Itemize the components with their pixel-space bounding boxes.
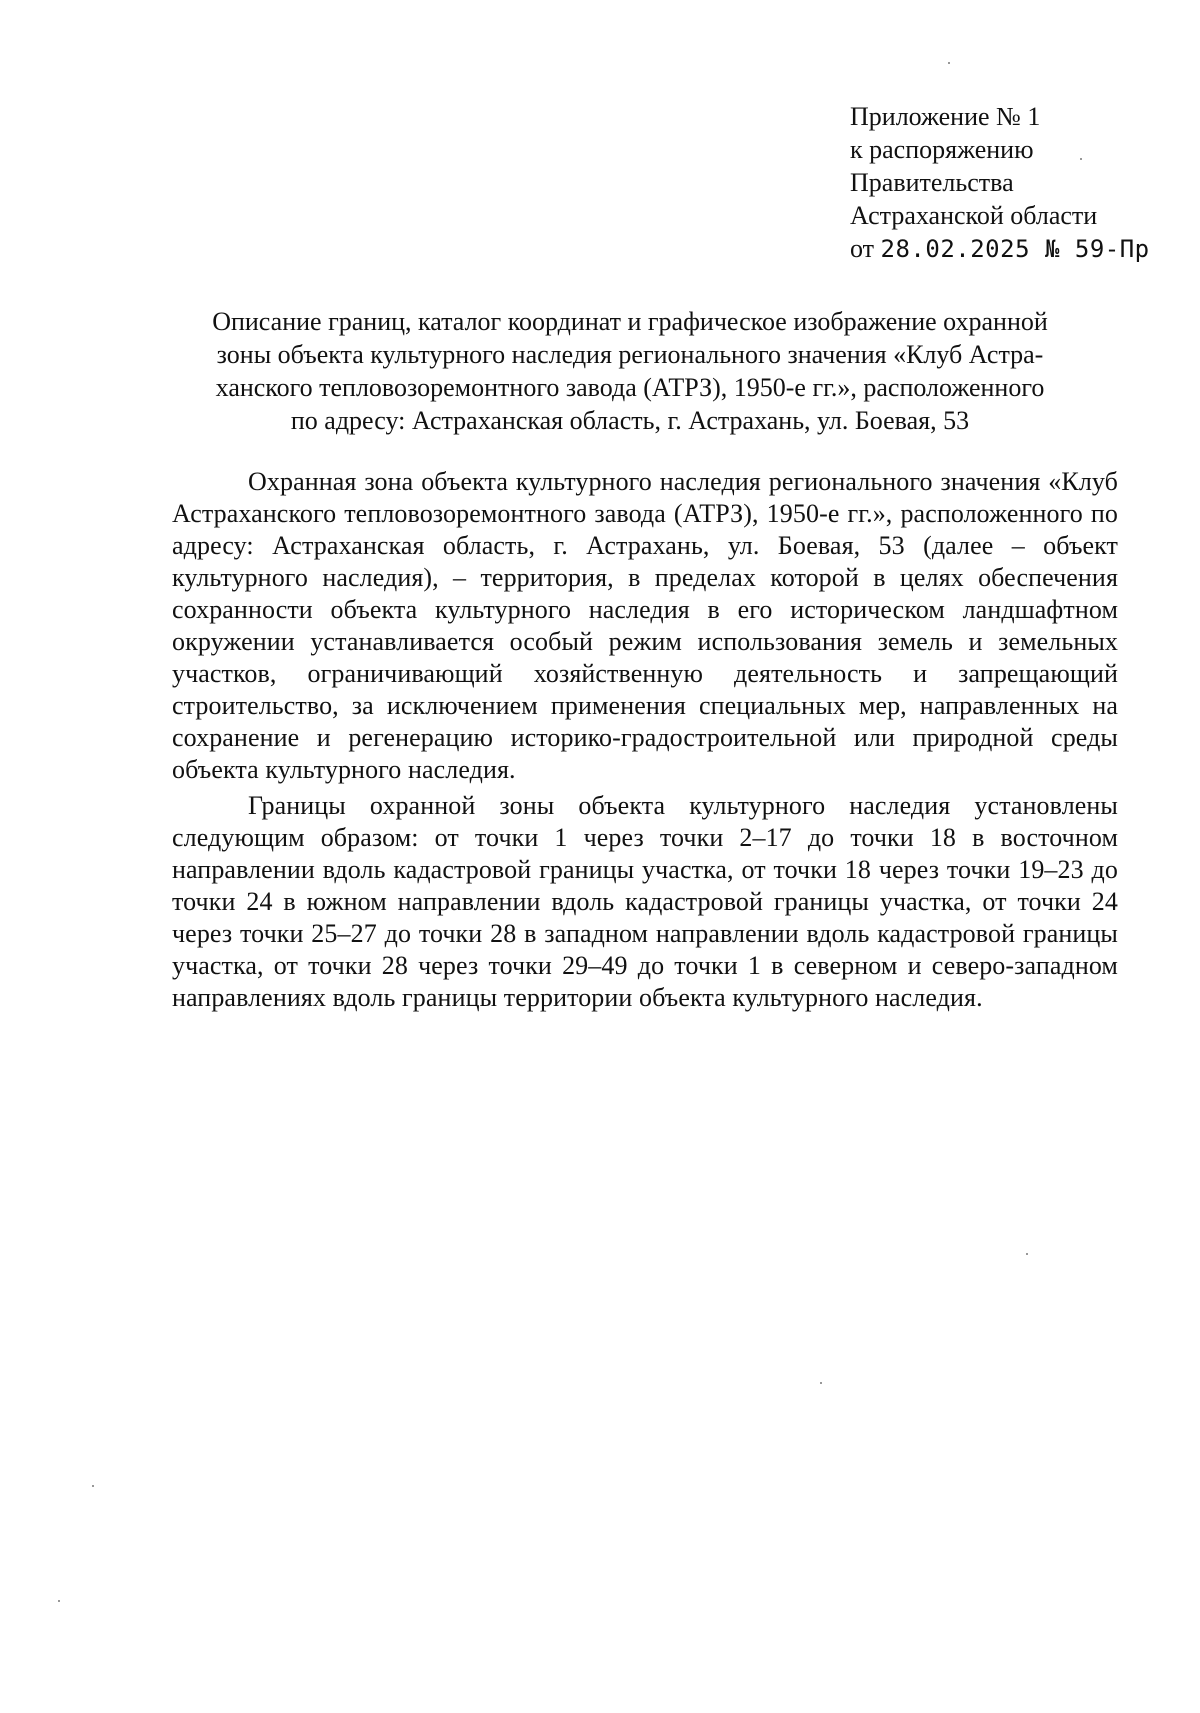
paragraph-protection-zone-definition: Охранная зона объекта культурного наследия регионального значения «Клуб Астраханского тепловозоремонтного завода (АТРЗ), 1950-е гг.», расположенного по адресу: Астраханская область, г. Астрахань, ул. Боевая, 53 (далее – объект культурного наследия), – территория, в пределах которой в целях обеспечения сохранности объекта культурного наследия в его историческом ландшафтном окружении устанавливается особый режим использования земель и земельных участков, ограничивающий хозяйственную деятельность и запрещающий строительство, за исключением применения специальных мер, направленных на сохранение и регенерацию историко-градостроительной или природной среды объекта культурного наследия.: [172, 467, 1118, 784]
scan-speck: [1026, 1253, 1028, 1255]
appendix-region: Астраханской области: [850, 201, 1098, 230]
title-line-2: зоны объекта культурного наследия регионального значения «Клуб Астра-: [216, 340, 1044, 369]
document-body: [172, 466, 1118, 1018]
scan-speck: [58, 1600, 60, 1602]
scan-speck: [1080, 158, 1082, 160]
appendix-government: Правительства: [850, 168, 1014, 197]
scan-speck: [948, 62, 950, 64]
appendix-date-number: 28.02.2025 № 59-Пр: [880, 235, 1150, 263]
appendix-number: Приложение № 1: [850, 102, 1041, 131]
scan-speck: [92, 1485, 94, 1487]
title-line-4: по адресу: Астраханская область, г. Астрахань, ул. Боевая, 53: [290, 406, 970, 435]
appendix-date-prefix: от: [850, 234, 881, 263]
appendix-header: [850, 100, 1190, 266]
document-title: [180, 305, 1080, 437]
title-line-1: Описание границ, каталог координат и графическое изображение охранной: [212, 307, 1048, 336]
paragraph-zone-boundaries: Границы охранной зоны объекта культурного наследия установлены следующим образом: от точки 1 через точки 2–17 до точки 18 в восточном направлении вдоль кадастровой границы участка, от точки 18 через точки 19–23 до точки 24 в южном направлении вдоль кадастровой границы участка, от точки 24 через точки 25–27 до точки 28 в западном направлении вдоль кадастровой границы участка, от точки 28 через точки 29–49 до точки 1 в северном и северо-западном направлениях вдоль границы территории объекта культурного наследия.: [172, 791, 1118, 1012]
appendix-order-ref: к распоряжению: [850, 135, 1034, 164]
title-line-3: ханского тепловозоремонтного завода (АТРЗ), 1950-е гг.», расположенного: [215, 373, 1045, 402]
scan-speck: [820, 1382, 822, 1384]
appendix-date-line: [850, 232, 1190, 266]
